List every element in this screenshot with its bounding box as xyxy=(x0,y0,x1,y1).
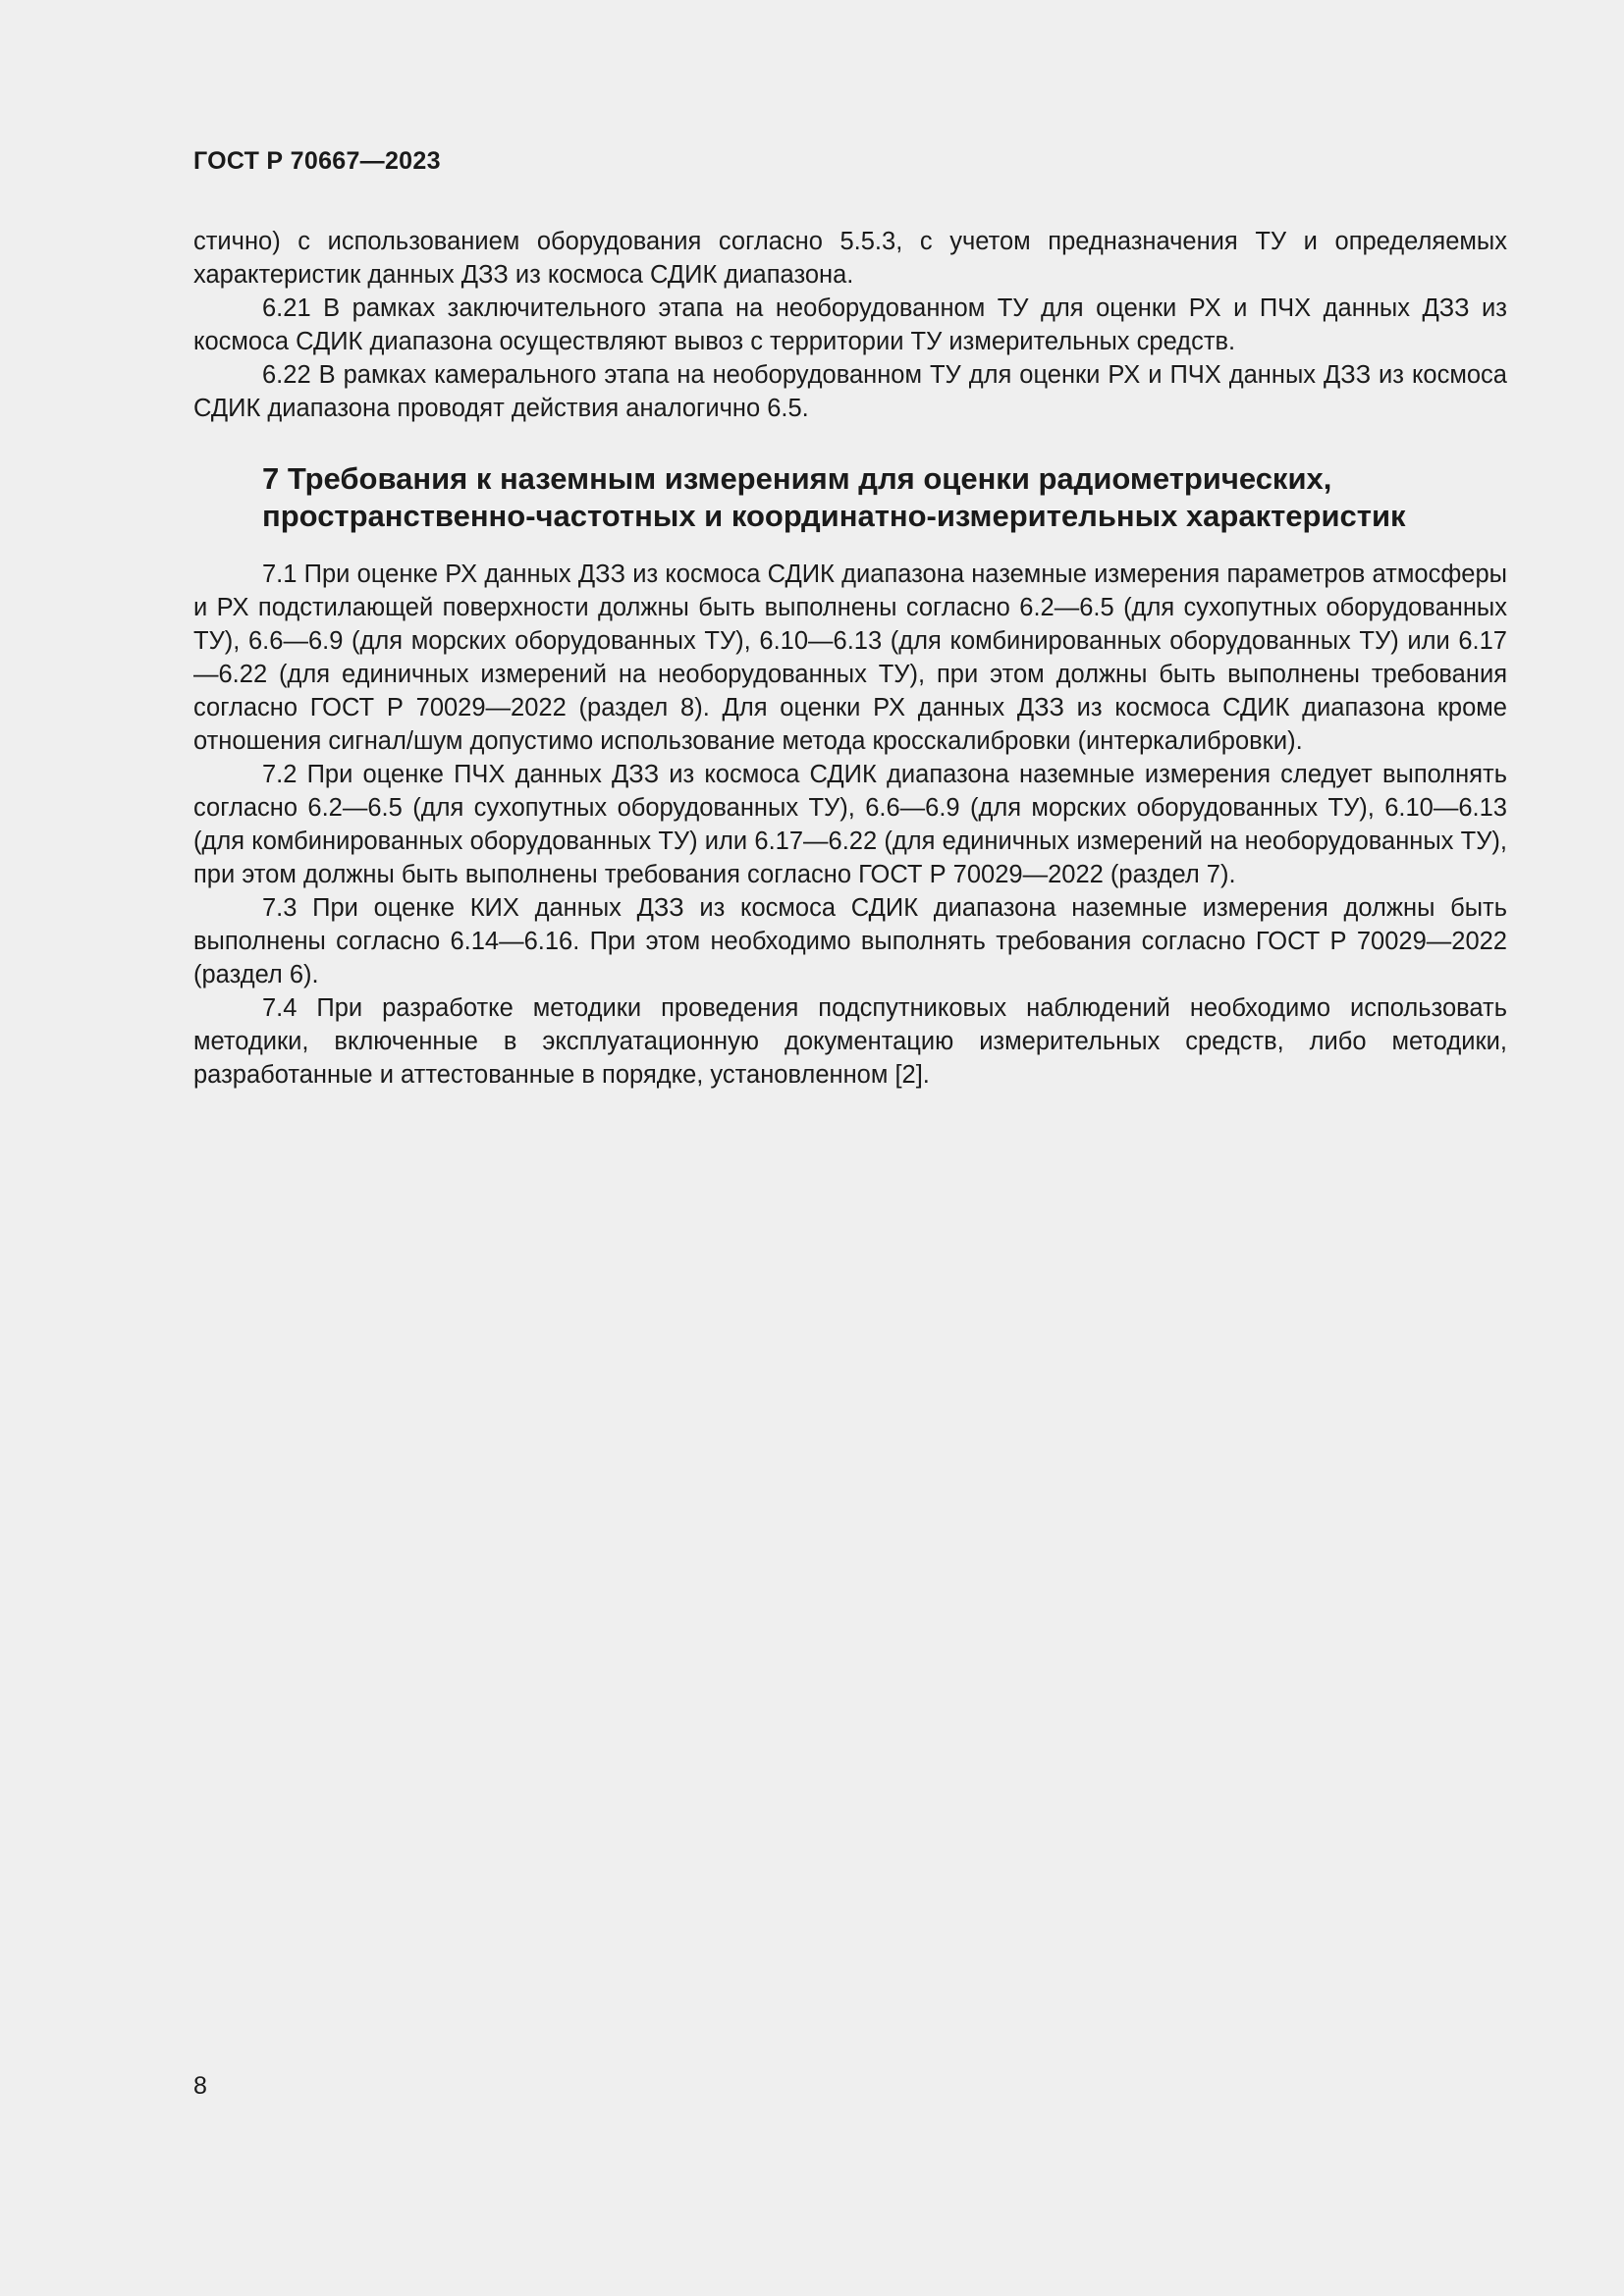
section-heading-line-1: 7 Требования к наземным измерениям для оценки радиометрических, xyxy=(262,461,1332,496)
document-code-header: ГОСТ Р 70667—2023 xyxy=(193,147,441,175)
text-block-section-7 xyxy=(193,558,1507,1092)
paragraph-7-1: 7.1 При оценке РХ данных ДЗЗ из космоса СДИК диапазона наземные измерения параметров атмосферы и РХ подстилающей поверхности должны быть выполнены согласно 6.2—6.5 (для сухопутных оборудованных ТУ), 6.6—6.9 (для морских оборудованных ТУ), 6.10—6.13 (для комбинированных оборудованных ТУ) или 6.17—6.22 (для единичных измерений на необорудованных ТУ), при этом должны быть выполнены требования согласно ГОСТ Р 70029—2022 (раздел 8). Для оценки РХ данных ДЗЗ из космоса СДИК диапазона кроме отношения сигнал/шум допустимо использование метода кросскалибровки (интеркалибровки). xyxy=(193,561,1507,755)
page-number: 8 xyxy=(193,2072,207,2100)
section-heading-line-2: пространственно-частотных и координатно-измерительных характеристик xyxy=(262,499,1406,533)
text-block-section-6-end xyxy=(193,225,1507,425)
paragraph-6-22: 6.22 В рамках камерального этапа на необорудованном ТУ для оценки РХ и ПЧХ данных ДЗЗ из космоса СДИК диапазона проводят действия аналогично 6.5. xyxy=(193,361,1507,422)
section-7-heading xyxy=(262,460,1509,535)
paragraph-7-2: 7.2 При оценке ПЧХ данных ДЗЗ из космоса СДИК диапазона наземные измерения следует выполнять согласно 6.2—6.5 (для сухопутных оборудованных ТУ), 6.6—6.9 (для морских оборудованных ТУ), 6.10—6.13 (для комбинированных оборудованных ТУ) или 6.17—6.22 (для единичных измерений на необорудованных ТУ), при этом должны быть выполнены требования согласно ГОСТ Р 70029—2022 (раздел 7). xyxy=(193,761,1507,888)
paragraph-6-21: 6.21 В рамках заключительного этапа на необорудованном ТУ для оценки РХ и ПЧХ данных ДЗЗ из космоса СДИК диапазона осуществляют вывоз с территории ТУ измерительных средств. xyxy=(193,294,1507,355)
paragraph-continuation: стично) с использованием оборудования согласно 5.5.3, с учетом предназначения ТУ и определяемых характеристик данных ДЗЗ из космоса СДИК диапазона. xyxy=(193,228,1507,289)
paragraph-7-3: 7.3 При оценке КИХ данных ДЗЗ из космоса СДИК диапазона наземные измерения должны быть выполнены согласно 6.14—6.16. При этом необходимо выполнять требования согласно ГОСТ Р 70029—2022 (раздел 6). xyxy=(193,894,1507,988)
paragraph-7-4: 7.4 При разработке методики проведения подспутниковых наблюдений необходимо использовать методики, включенные в эксплуатационную документацию измерительных средств, либо методики, разработанные и аттестованные в порядке, установленном [2]. xyxy=(193,994,1507,1089)
